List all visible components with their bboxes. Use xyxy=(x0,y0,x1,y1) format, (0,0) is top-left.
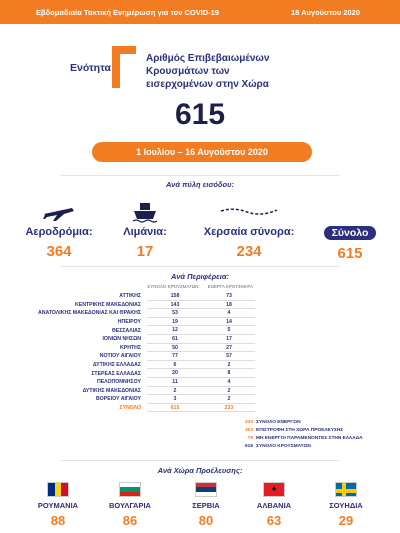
table-row xyxy=(25,309,325,318)
table-row xyxy=(25,318,325,327)
entry-value: 234 xyxy=(236,243,262,260)
region-active: 18 xyxy=(203,301,255,310)
country-value: 63 xyxy=(266,513,282,528)
status-row xyxy=(236,418,363,426)
status-value: 615 xyxy=(244,444,253,450)
entry-label: Χερσαία σύνορα: xyxy=(203,226,295,238)
country-name: ΑΛΒΑΝΙΑ xyxy=(256,501,292,510)
entry-label: Λιμάνια: xyxy=(123,226,167,238)
region-name: ΠΕΛΟΠΟΝΝΗΣΟΥ xyxy=(96,379,141,386)
total-cases-number: 615 xyxy=(174,98,226,131)
top-banner xyxy=(0,0,400,24)
status-list xyxy=(236,418,363,451)
region-total: 2 xyxy=(147,387,203,396)
table-row xyxy=(25,378,325,387)
entry-ports xyxy=(105,200,185,260)
countries-heading: Ανά Χώρα Προέλευσης: xyxy=(157,466,243,475)
status-label: ΣΥΝΟΛΟ ΚΡΟΥΣΜΑΤΩΝ xyxy=(256,444,311,450)
region-active: 73 xyxy=(203,292,255,301)
table-row xyxy=(25,361,325,370)
status-value: 303 xyxy=(244,427,253,433)
region-total: 50 xyxy=(147,344,203,353)
report-title: Εβδομαδιαία Τακτική Ενημέρωση για τον COVID-19 xyxy=(36,7,220,17)
region-active: 17 xyxy=(203,335,255,344)
status-row xyxy=(236,426,363,434)
table-row xyxy=(25,292,325,301)
entry-label: Αεροδρόμια: xyxy=(25,226,93,238)
total-pill: Σύνολο xyxy=(324,226,377,240)
table-row xyxy=(25,395,325,404)
country-name: ΡΟΥΜΑΝΙΑ xyxy=(37,501,79,510)
table-row xyxy=(25,387,325,396)
region-active: 5 xyxy=(203,326,255,335)
country-bulgaria xyxy=(100,482,160,528)
status-row xyxy=(236,434,363,442)
sweden-flag-icon xyxy=(335,482,357,497)
region-name: ΑΝΑΤΟΛΙΚΗΣ ΜΑΚΕΔΟΝΙΑΣ ΚΑΙ ΘΡΑΚΗΣ xyxy=(38,310,141,317)
airplane-icon xyxy=(14,200,104,224)
country-value: 29 xyxy=(338,513,354,528)
status-label: ΜΗ ΕΝΕΡΓΟΙ ΠΑΡΑΜΕΝΟΝΤΕΣ ΣΤΗΝ ΕΛΛΑΔΑ xyxy=(256,435,363,441)
entry-airports xyxy=(14,200,104,260)
region-name: ΝΟΤΙΟΥ ΑΙΓΑΙΟΥ xyxy=(99,353,141,360)
section-letter-gamma-icon xyxy=(112,46,136,88)
country-name: ΒΟΥΛΓΑΡΙΑ xyxy=(109,501,151,510)
region-name: ΔΥΤΙΚΗΣ ΜΑΚΕΔΟΝΙΑΣ xyxy=(82,387,141,394)
region-total: 20 xyxy=(147,369,203,378)
table-row xyxy=(25,335,325,344)
region-active: 4 xyxy=(203,378,255,387)
headline-line: Αριθμός Επιβεβαιωμένων xyxy=(146,53,270,64)
region-active: 8 xyxy=(203,369,255,378)
status-label: ΕΠΙΣΤΡΟΦΗ ΣΤΗ ΧΩΡΑ ΠΡΟΕΛΕΥΣΗΣ xyxy=(256,427,344,433)
region-total: 77 xyxy=(147,352,203,361)
entry-value: 17 xyxy=(136,243,154,260)
status-row xyxy=(236,443,363,451)
region-name: ΘΕΣΣΑΛΙΑΣ xyxy=(111,327,141,334)
region-name: ΣΥΝΟΛΟ xyxy=(119,405,141,412)
region-active: 57 xyxy=(203,352,255,361)
country-value: 86 xyxy=(122,513,138,528)
country-value: 80 xyxy=(198,513,214,528)
region-name: ΒΟΡΕΙΟΥ ΑΙΓΑΙΟΥ xyxy=(95,396,141,403)
headline-line: εισερχομένων στην Χώρα xyxy=(146,79,269,90)
region-name: ΚΕΝΤΡΙΚΗΣ ΜΑΚΕΔΟΝΙΑΣ xyxy=(74,301,141,308)
entry-total xyxy=(310,200,390,262)
country-name: ΣΕΡΒΙΑ xyxy=(192,501,220,510)
period-pill: 1 Ιουλίου – 16 Αυγούστου 2020 xyxy=(92,142,312,162)
region-total: 12 xyxy=(147,326,203,335)
region-active: 233 xyxy=(203,404,255,413)
land-border-icon xyxy=(190,200,308,224)
status-label: ΣΥΝΟΛΟ ΕΝΕΡΓΩΝ xyxy=(256,419,301,425)
region-active: 2 xyxy=(203,387,255,396)
status-value: 233 xyxy=(244,419,253,425)
region-total: 11 xyxy=(147,378,203,387)
country-name: ΣΟΥΗΔΙΑ xyxy=(329,501,363,510)
col-active-head: ΕΝΕΡΓΑ ΚΡΟΥΣΜΑΤΑ xyxy=(207,284,253,289)
headline xyxy=(146,52,346,91)
albania-flag-icon: ✦ xyxy=(263,482,285,497)
country-serbia xyxy=(176,482,236,528)
ship-icon xyxy=(105,200,185,224)
divider xyxy=(60,266,340,267)
entry-total-value: 615 xyxy=(337,245,363,262)
entry-land-borders xyxy=(190,200,308,260)
region-active: 14 xyxy=(203,318,255,327)
region-total: 53 xyxy=(147,309,203,318)
country-albania xyxy=(244,482,304,528)
report-date: 18 Αυγούστου 2020 xyxy=(290,7,360,17)
divider xyxy=(60,460,340,461)
table-total-row xyxy=(25,404,325,413)
regions-heading: Ανά Περιφέρεια: xyxy=(171,272,229,281)
region-name: ΔΥΤΙΚΗΣ ΕΛΛΑΔΑΣ xyxy=(92,362,141,369)
region-active: 2 xyxy=(203,361,255,370)
region-name: ΗΠΕΙΡΟΥ xyxy=(117,319,141,326)
table-row xyxy=(25,352,325,361)
entry-points-heading: Ανά πύλη εισόδου: xyxy=(165,180,235,189)
region-active: 2 xyxy=(203,395,255,404)
headline-line: Κρουσμάτων των xyxy=(146,66,230,77)
region-active: 4 xyxy=(203,309,255,318)
region-total: 3 xyxy=(147,395,203,404)
region-total: 19 xyxy=(147,318,203,327)
status-value: 79 xyxy=(247,435,253,441)
region-column-heads xyxy=(145,284,258,289)
region-name: ΣΤΕΡΕΑΣ ΕΛΛΑΔΑΣ xyxy=(91,370,141,377)
serbia-flag-icon xyxy=(195,482,217,497)
table-row xyxy=(25,301,325,310)
table-row xyxy=(25,369,325,378)
country-value: 88 xyxy=(50,513,66,528)
region-total: 158 xyxy=(147,292,203,301)
entry-value: 364 xyxy=(46,243,72,260)
bulgaria-flag-icon xyxy=(119,482,141,497)
region-total: 6 xyxy=(147,361,203,370)
country-sweden xyxy=(316,482,376,528)
col-total-head: ΣΥΝΟΛΟ ΚΡΟΥΣΜΑΤΩΝ xyxy=(147,284,199,289)
table-row xyxy=(25,326,325,335)
region-active: 27 xyxy=(203,344,255,353)
country-romania xyxy=(28,482,88,528)
region-total: 61 xyxy=(147,335,203,344)
table-row xyxy=(25,344,325,353)
region-table xyxy=(25,292,325,412)
divider xyxy=(60,175,340,176)
region-name: ΚΡΗΤΗΣ xyxy=(120,344,141,351)
region-name: ΙΟΝΙΩΝ ΝΗΣΩΝ xyxy=(102,336,141,343)
region-total: 615 xyxy=(147,404,203,413)
section-word: Ενότητα xyxy=(70,62,111,74)
romania-flag-icon xyxy=(47,482,69,497)
region-total: 143 xyxy=(147,301,203,310)
region-name: ΑΤΤΙΚΗΣ xyxy=(119,293,141,300)
